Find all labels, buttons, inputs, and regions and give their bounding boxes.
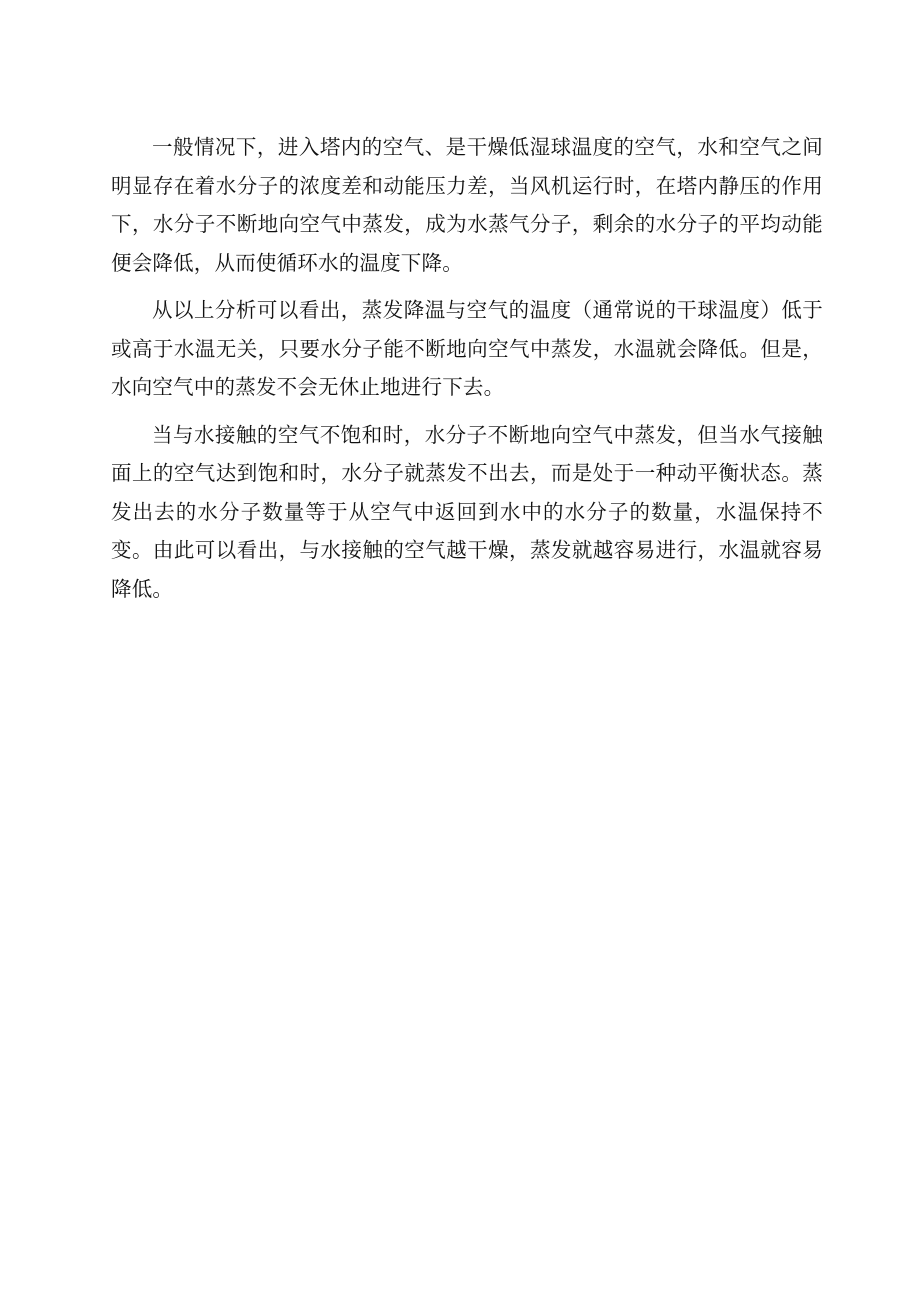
paragraph-3: 当与水接触的空气不饱和时，水分子不断地向空气中蒸发，但当水气接触面上的空气达到饱和时，水分子就蒸发不出去，而是处于一种动平衡状态。蒸发出去的水分子数量等于从空气中返回到水中的水分子的数量，水温保持不变。由此可以看出，与水接触的空气越干燥，蒸发就越容易进行，水温就容易降低。	[111, 422, 823, 601]
paragraph-1: 一般情况下，进入塔内的空气、是干燥低湿球温度的空气，水和空气之间明显存在着水分子的浓度差和动能压力差，当风机运行时，在塔内静压的作用下，水分子不断地向空气中蒸发，成为水蒸气分子，剩余的水分子的平均动能便会降低，从而使循环水的温度下降。	[111, 135, 823, 275]
document-body	[111, 128, 823, 608]
paragraph-2: 从以上分析可以看出，蒸发降温与空气的温度（通常说的干球温度）低于或高于水温无关，只要水分子能不断地向空气中蒸发，水温就会降低。但是，水向空气中的蒸发不会无休止地进行下去。	[111, 298, 823, 399]
